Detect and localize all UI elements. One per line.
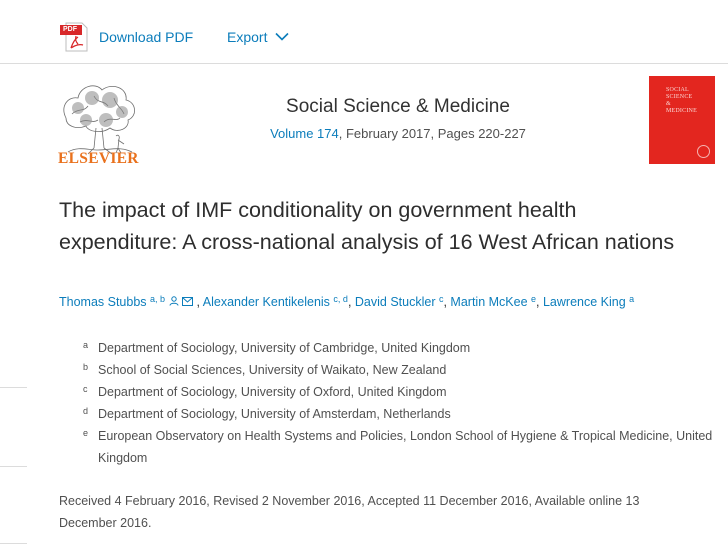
- export-label: Export: [227, 29, 268, 45]
- author-link[interactable]: [203, 295, 348, 309]
- author-link[interactable]: [59, 295, 165, 309]
- author-affil-sup: e: [531, 294, 537, 304]
- export-dropdown-button[interactable]: [227, 22, 289, 52]
- person-icon[interactable]: [169, 295, 182, 309]
- affiliation-label: d: [83, 406, 89, 416]
- cover-seal-icon: [697, 145, 710, 158]
- chevron-down-icon: [275, 28, 289, 46]
- author-affil-sup: a: [629, 294, 635, 304]
- author-affil-sup: c, d: [333, 294, 348, 304]
- elsevier-wordmark: ELSEVIER: [58, 150, 139, 167]
- author-name: Thomas Stubbs: [59, 295, 147, 309]
- article-history-dates: Received 4 February 2016, Revised 2 November 2016, Accepted 11 December 2016, Available online 13 December 2016.: [59, 494, 640, 530]
- affiliation-list: [83, 337, 713, 469]
- cover-title: [666, 87, 697, 115]
- affiliation-label: b: [83, 362, 89, 372]
- divider: [0, 543, 27, 544]
- separator: ,: [196, 295, 203, 309]
- pdf-file-icon: [60, 22, 88, 52]
- separator: ,: [443, 295, 451, 309]
- divider: [0, 466, 27, 467]
- volume-link[interactable]: Volume 174: [270, 126, 339, 141]
- cover-text-line: &: [666, 101, 671, 107]
- author-link[interactable]: [355, 295, 444, 309]
- author-link[interactable]: [543, 295, 634, 309]
- journal-info: [230, 96, 566, 141]
- affiliation-item: [83, 381, 713, 403]
- author-name: Lawrence King: [542, 295, 626, 309]
- download-pdf-button[interactable]: [60, 22, 193, 52]
- author-affil-sup: a, b: [150, 294, 166, 304]
- envelope-icon[interactable]: [182, 295, 196, 309]
- journal-volume-line: [230, 126, 566, 141]
- cover-text-line: SCIENCE: [666, 94, 693, 100]
- journal-title-link[interactable]: Social Science & Medicine: [286, 96, 510, 117]
- author-link[interactable]: [450, 295, 536, 309]
- article-toolbar: [0, 0, 728, 64]
- affiliation-item: [83, 337, 713, 359]
- article-title: The impact of IMF conditionality on government health expenditure: A cross-national analysis of 16 West African nations: [59, 198, 675, 254]
- author-name: Martin McKee: [450, 295, 528, 309]
- affiliation-label: a: [83, 340, 89, 350]
- affiliation-item: [83, 359, 713, 381]
- affiliation-text: Department of Sociology, University of Amsterdam, Netherlands: [98, 407, 451, 421]
- pdf-icon-text: PDF: [63, 26, 77, 33]
- affiliation-text: Department of Sociology, University of Oxford, United Kingdom: [98, 385, 447, 399]
- author-name: Alexander Kentikelenis: [202, 295, 330, 309]
- affiliation-item: [83, 403, 713, 425]
- affiliation-text: Department of Sociology, University of Cambridge, United Kingdom: [98, 341, 471, 355]
- author-affil-sup: c: [438, 294, 444, 304]
- cover-text-line: MEDICINE: [666, 108, 697, 114]
- affiliation-label: c: [83, 384, 88, 394]
- issue-info: , February 2017, Pages 220-227: [338, 126, 526, 141]
- elsevier-logo[interactable]: [58, 76, 140, 166]
- separator: ,: [347, 295, 355, 309]
- journal-cover-image[interactable]: [649, 76, 715, 164]
- divider: [0, 387, 27, 388]
- author-name: David Stuckler: [354, 295, 436, 309]
- author-list: [59, 294, 634, 309]
- affiliation-text: School of Social Sciences, University of Waikato, New Zealand: [98, 363, 447, 377]
- affiliation-item: [83, 425, 713, 469]
- cover-text-line: SOCIAL: [666, 87, 689, 93]
- download-pdf-label: Download PDF: [99, 29, 194, 45]
- separator: ,: [536, 295, 543, 309]
- affiliation-label: e: [83, 428, 89, 438]
- affiliation-text: European Observatory on Health Systems and Policies, London School of Hygiene & Tropical Medicine, United Kingdom: [98, 429, 713, 465]
